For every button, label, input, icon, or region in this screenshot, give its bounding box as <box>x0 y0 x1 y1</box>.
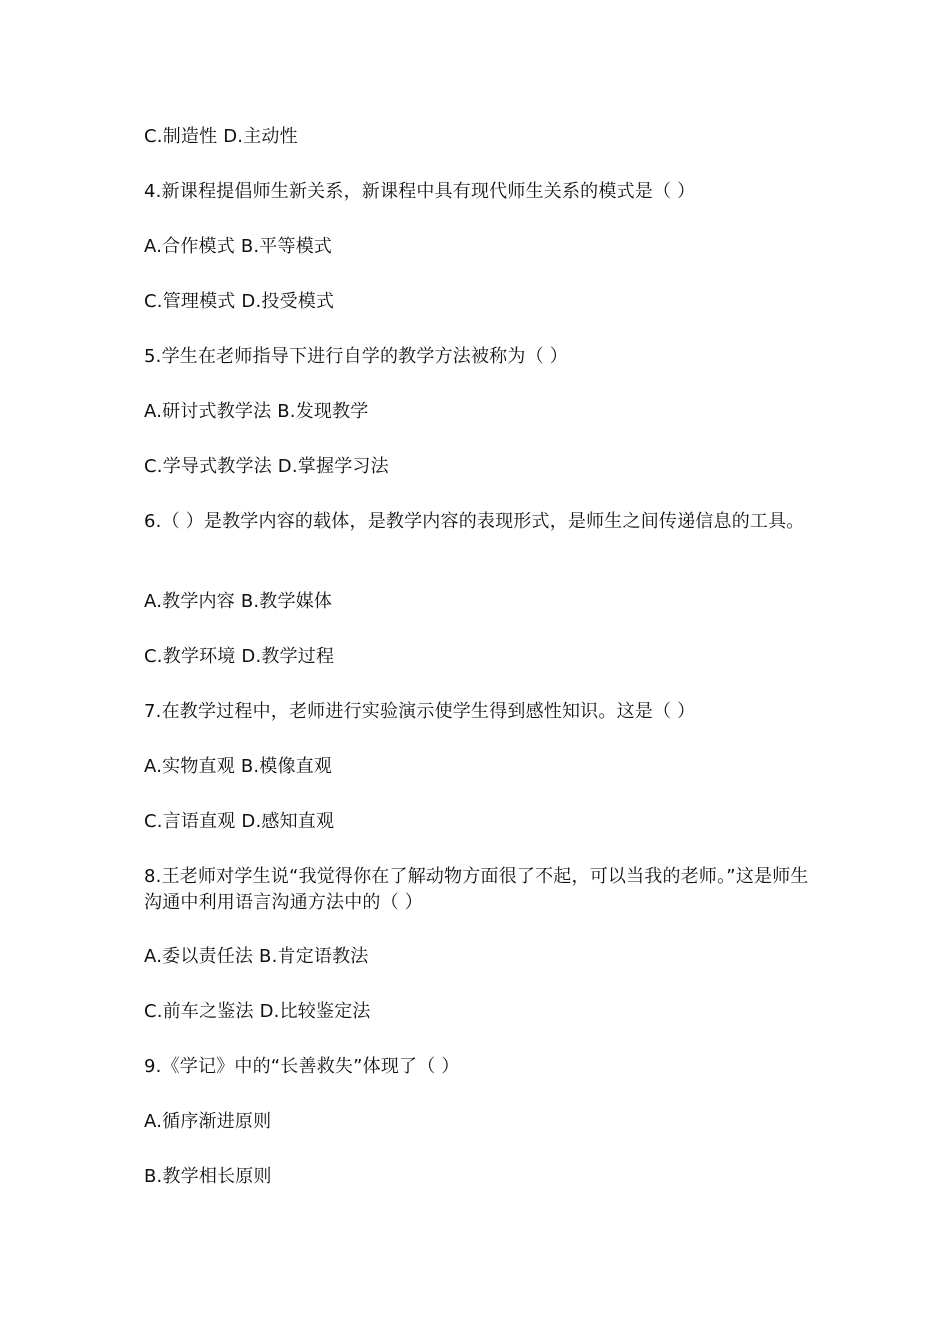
option-line: A.实物直观 B.模像直观 <box>144 756 333 777</box>
option-line: B.教学相长原则 <box>144 1166 272 1187</box>
option-line: C.制造性 D.主动性 <box>144 126 298 147</box>
option-line: C.教学环境 D.教学过程 <box>144 646 335 667</box>
option-line: C.管理模式 D.投受模式 <box>144 291 335 312</box>
option-line: A.教学内容 B.教学媒体 <box>144 591 333 612</box>
option-line: A.研讨式教学法 B.发现教学 <box>144 401 369 422</box>
option-line: C.学导式教学法 D.掌握学习法 <box>144 456 389 477</box>
question-line: 7.在教学过程中，老师进行实验演示使学生得到感性知识。这是（ ） <box>144 701 696 722</box>
question-line: 8.王老师对学生说“我觉得你在了解动物方面很了不起，可以当我的老师。”这是师生沟通中利用语言沟通方法中的（ ） <box>144 866 809 913</box>
option-line: A.循序渐进原则 <box>144 1111 272 1132</box>
question-line: 4.新课程提倡师生新关系，新课程中具有现代师生关系的模式是（ ） <box>144 181 696 202</box>
option-line: A.合作模式 B.平等模式 <box>144 236 333 257</box>
option-line: A.委以责任法 B.肯定语教法 <box>144 946 369 967</box>
question-line: 5.学生在老师指导下进行自学的教学方法被称为（ ） <box>144 346 568 367</box>
question-line: 9.《学记》中的“长善救失”体现了（ ） <box>144 1056 460 1077</box>
question-line: 6.（ ）是教学内容的载体，是教学内容的表现形式，是师生之间传递信息的工具。 <box>144 511 805 532</box>
option-line: C.言语直观 D.感知直观 <box>144 811 335 832</box>
option-line: C.前车之鉴法 D.比较鉴定法 <box>144 1001 371 1022</box>
